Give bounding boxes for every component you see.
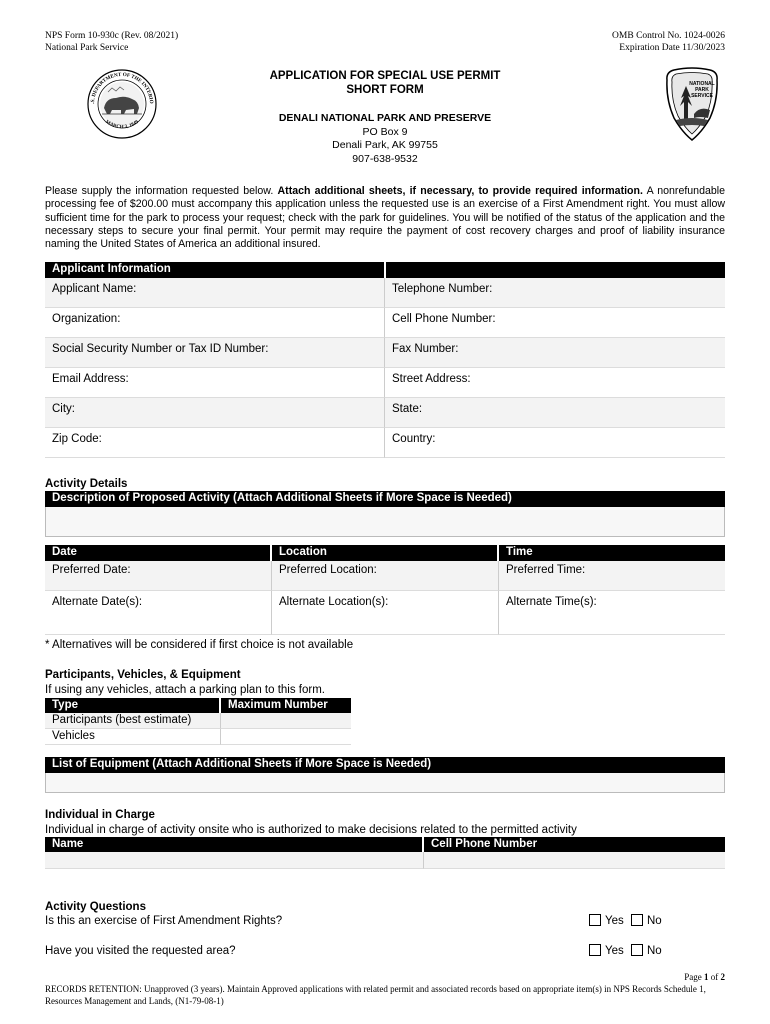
nps-arrowhead-icon <box>664 66 720 142</box>
individual-name-field[interactable] <box>45 852 424 869</box>
question-1: Is this an exercise of First Amendment Rights? <box>45 915 283 927</box>
individual-title: Individual in Charge <box>45 809 155 821</box>
applicant-row <box>45 428 725 458</box>
preferred-date-field[interactable]: Preferred Date: <box>45 561 272 591</box>
park-info <box>200 112 570 166</box>
applicant-field-right[interactable]: Telephone Number: <box>385 278 725 308</box>
question-1-no-checkbox[interactable] <box>631 914 643 926</box>
applicant-row <box>45 398 725 428</box>
equipment-field[interactable] <box>45 773 725 793</box>
preferred-location-field[interactable]: Preferred Location: <box>272 561 499 591</box>
applicant-field-right[interactable]: Street Address: <box>385 368 725 398</box>
intro-part1: Please supply the information requested below. <box>45 185 274 197</box>
col-type: Type <box>45 698 219 713</box>
question-2-options <box>589 944 662 958</box>
applicant-field-left[interactable]: City: <box>45 398 385 428</box>
activity-title: Activity Details <box>45 478 128 490</box>
question-2-no-label: No <box>646 945 662 957</box>
individual-subtitle: Individual in charge of activity onsite who is authorized to make decisions related to the permitted activity <box>45 824 577 836</box>
form-title <box>200 69 570 97</box>
alternatives-note: * Alternatives will be considered if first choice is not available <box>45 639 354 651</box>
alternate-location-field[interactable]: Alternate Location(s): <box>272 591 499 635</box>
intro-part2: A nonrefundable processing fee of $200.00 must accompany this application unless the requested use is an exercise of a First Amendment right. You must allow sufficient time for the park to process your request; check with the park for guidelines. You will be notified of the status of the application and the necessary steps to secure your final permit. Your permit may require the payment of cost recovery charges and proof of liability insurance naming the United States of America an additional insured. <box>45 185 725 251</box>
preferred-time-field[interactable]: Preferred Time: <box>499 561 725 591</box>
question-1-no-label: No <box>646 915 662 927</box>
activity-description-block <box>45 491 725 537</box>
participants-title: Participants, Vehicles, & Equipment <box>45 669 241 681</box>
col-date: Date <box>45 545 270 561</box>
omb-block <box>612 30 725 54</box>
park-po-box: PO Box 9 <box>362 125 408 138</box>
form-number: NPS Form 10-930c (Rev. 08/2021) <box>45 31 179 41</box>
intro-paragraph <box>45 185 725 251</box>
applicant-row <box>45 338 725 368</box>
applicant-field-right[interactable]: Cell Phone Number: <box>385 308 725 338</box>
applicant-field-left[interactable]: Social Security Number or Tax ID Number: <box>45 338 385 368</box>
participants-max-field[interactable] <box>221 713 351 729</box>
question-1-yes-label: Yes <box>605 915 624 927</box>
applicant-field-right[interactable]: State: <box>385 398 725 428</box>
svg-text:SERVICE: SERVICE <box>691 93 713 99</box>
equipment-block <box>45 757 725 793</box>
col-cell-phone: Cell Phone Number <box>424 837 725 852</box>
applicant-field-right[interactable]: Fax Number: <box>385 338 725 368</box>
omb-control: OMB Control No. 1024-0026 <box>612 31 725 41</box>
participants-subtitle: If using any vehicles, attach a parking plan to this form. <box>45 684 325 696</box>
vehicles-max-field[interactable] <box>221 729 351 745</box>
page-total: 2 <box>720 972 725 982</box>
records-retention: RECORDS RETENTION: Unapproved (3 years). Maintain Approved applications with related permit and associated records based on appropriate item(s) in NPS Records Schedule 1, Resources Management and Lands, (N1-79-08-1) <box>45 984 706 1006</box>
page-label: Page <box>684 972 702 982</box>
expiration-date: Expiration Date 11/30/2023 <box>619 43 725 53</box>
alternate-time-field[interactable]: Alternate Time(s): <box>499 591 725 635</box>
applicant-row <box>45 308 725 338</box>
col-location: Location <box>272 545 497 561</box>
form-title-line2: SHORT FORM <box>346 84 424 96</box>
row-participants-label: Participants (best estimate) <box>45 713 221 729</box>
doi-seal-icon <box>86 68 158 140</box>
intro-bold: Attach additional sheets, if necessary, to provide required information. <box>277 185 643 197</box>
page-of: of <box>710 972 719 982</box>
questions-title: Activity Questions <box>45 901 146 913</box>
col-time: Time <box>499 545 725 561</box>
applicant-field-left[interactable]: Zip Code: <box>45 428 385 458</box>
applicant-field-left[interactable]: Email Address: <box>45 368 385 398</box>
individual-phone-field[interactable] <box>424 852 725 869</box>
park-phone: 907-638-9532 <box>352 152 418 165</box>
question-1-options <box>589 914 662 928</box>
col-name: Name <box>45 837 422 852</box>
form-number-block <box>45 30 178 54</box>
col-max-number: Maximum Number <box>221 698 351 713</box>
park-name: DENALI NATIONAL PARK AND PRESERVE <box>278 112 492 124</box>
participants-table <box>45 698 351 745</box>
applicant-row <box>45 278 725 308</box>
seal-text-bottom: MARCH 3, 1849 <box>104 119 140 131</box>
question-2: Have you visited the requested area? <box>45 945 236 957</box>
svg-text:PARK: PARK <box>695 87 709 93</box>
svg-text:NATIONAL: NATIONAL <box>689 81 715 87</box>
question-2-yes-label: Yes <box>605 945 624 957</box>
page-number <box>684 972 725 984</box>
agency-name: National Park Service <box>45 43 129 53</box>
question-1-yes-checkbox[interactable] <box>589 914 601 926</box>
park-city-state: Denali Park, AK 99755 <box>332 139 438 151</box>
applicant-row <box>45 368 725 398</box>
applicant-header: Applicant Information <box>45 262 384 278</box>
description-header: Description of Proposed Activity (Attach Additional Sheets if More Space is Needed) <box>45 491 725 507</box>
individual-table <box>45 837 725 869</box>
page-current: 1 <box>704 972 709 982</box>
applicant-table <box>45 262 725 458</box>
schedule-table <box>45 545 725 635</box>
seal-text-top: .S. DEPARTMENT OF THE INTERIO <box>89 71 155 105</box>
form-title-line1: APPLICATION FOR SPECIAL USE PERMIT <box>269 70 501 82</box>
applicant-field-right[interactable]: Country: <box>385 428 725 458</box>
alternate-date-field[interactable]: Alternate Date(s): <box>45 591 272 635</box>
applicant-field-left[interactable]: Applicant Name: <box>45 278 385 308</box>
applicant-field-left[interactable]: Organization: <box>45 308 385 338</box>
equipment-header: List of Equipment (Attach Additional Sheets if More Space is Needed) <box>45 757 725 773</box>
question-2-yes-checkbox[interactable] <box>589 944 601 956</box>
row-vehicles-label: Vehicles <box>45 729 221 745</box>
description-field[interactable] <box>45 507 725 537</box>
question-2-no-checkbox[interactable] <box>631 944 643 956</box>
